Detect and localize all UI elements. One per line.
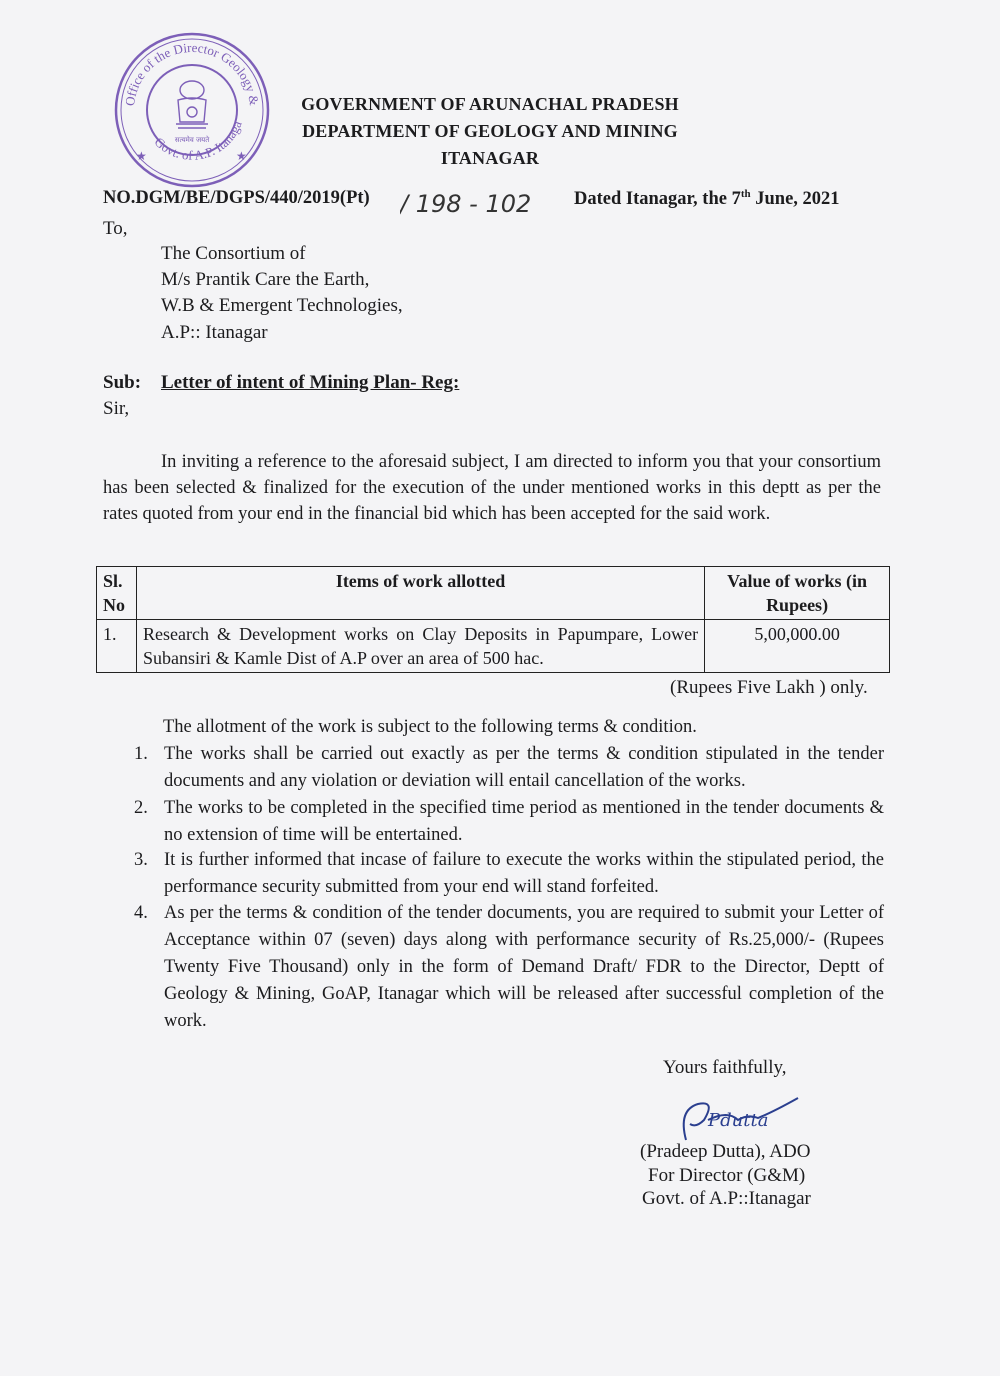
address-line-1: The Consortium of	[161, 243, 306, 264]
condition-2	[134, 795, 884, 849]
address-line-2: M/s Prantik Care the Earth,	[161, 269, 370, 290]
svg-text:★: ★	[136, 149, 147, 163]
condition-text: As per the terms & condition of the tender documents, you are required to submit your Letter of Acceptance within 07 (seven) days along with performance security of Rs.25,000/- (Rupees Twenty Five Thousand) only in the form of Demand Draft/ FDR to the Director, Deptt of Geology & Mining, GoAP, Itanagar which will be released after successful completion of the work.	[164, 903, 884, 1031]
dated-suffix: June, 2021	[750, 189, 840, 210]
signatory-office: Govt. of A.P::Itanagar	[642, 1188, 811, 1209]
handwritten-number	[400, 186, 560, 225]
row-value: 5,00,000.00	[705, 620, 890, 673]
row-item: Research & Development works on Clay Deposits in Papumpare, Lower Subansiri & Kamle Dist of A.P over an area of 500 hac.	[136, 620, 704, 673]
seal-emblem-motto: सत्यमेव जयते	[174, 136, 210, 144]
condition-text: The works to be completed in the specified time period as mentioned in the tender documents & no extension of time will be entertained.	[164, 798, 884, 845]
yours-faithfully: Yours faithfully,	[663, 1057, 787, 1078]
condition-number: 1.	[134, 744, 148, 764]
seal-bottom-text: Govt. of A.P. Itanaga	[151, 118, 245, 163]
signatory-name: (Pradeep Dutta), ADO	[640, 1141, 811, 1162]
header-city: ITANAGAR	[440, 148, 540, 168]
condition-number: 4.	[134, 903, 148, 923]
table-row	[97, 620, 890, 673]
header-value: Value of works (in Rupees)	[705, 567, 890, 620]
salutation: Sir,	[103, 398, 130, 419]
dated-prefix: Dated Itanagar, the 7	[574, 189, 741, 210]
subject-text: Letter of intent of Mining Plan- Reg:	[161, 372, 460, 393]
condition-number: 3.	[134, 850, 148, 870]
dated-line	[574, 188, 840, 210]
signature-drawing	[668, 1090, 808, 1146]
condition-number: 2.	[134, 798, 148, 818]
header-items: Items of work allotted	[136, 567, 704, 620]
condition-3	[134, 847, 884, 901]
seal-stamp-icon	[112, 30, 272, 190]
signature-text: Pdutta	[708, 1110, 769, 1131]
header-sl-no: Sl. No	[97, 567, 137, 620]
table-header-row	[97, 567, 890, 620]
office-seal	[112, 30, 272, 195]
address-line-4: A.P:: Itanagar	[161, 322, 268, 343]
handwritten-number-drawing	[400, 186, 560, 220]
intro-paragraph: In inviting a reference to the aforesaid subject, I am directed to inform you that your consortium has been selected & finalized for the execution of the under mentioned works in this deptt as per the rates quoted from your end in the financial bid which has been accepted for the said work.	[103, 452, 881, 524]
signatory-designation: For Director (G&M)	[648, 1165, 806, 1186]
header-department: DEPARTMENT OF GEOLOGY AND MINING	[302, 121, 678, 141]
dated-superscript: th	[740, 188, 751, 200]
row-sl: 1.	[97, 620, 137, 673]
subject-label: Sub:	[103, 372, 142, 393]
condition-text: It is further informed that incase of failure to execute the works within the stipulated period, the performance security submitted from your end will stand forfeited.	[164, 850, 884, 897]
to-label: To,	[103, 218, 128, 239]
handwritten-number-text: / 198 - 102	[400, 190, 532, 218]
svg-text:★: ★	[236, 149, 247, 163]
reference-number: NO.DGM/BE/DGPS/440/2019(Pt)	[103, 188, 370, 208]
header-government: GOVERNMENT OF ARUNACHAL PRADESH	[301, 94, 679, 114]
condition-4	[134, 900, 884, 1035]
condition-text: The works shall be carried out exactly as per the terms & condition stipulated in the tender documents and any violation or deviation will entail cancellation of the works.	[164, 744, 884, 791]
terms-intro: The allotment of the work is subject to the following terms & condition.	[163, 717, 697, 737]
seal-outer-text: Office of the Director Geology &	[122, 39, 262, 107]
works-table	[96, 566, 890, 673]
address-line-3: W.B & Emergent Technologies,	[161, 295, 403, 316]
amount-in-words: (Rupees Five Lakh ) only.	[670, 677, 868, 698]
condition-1	[134, 741, 884, 795]
